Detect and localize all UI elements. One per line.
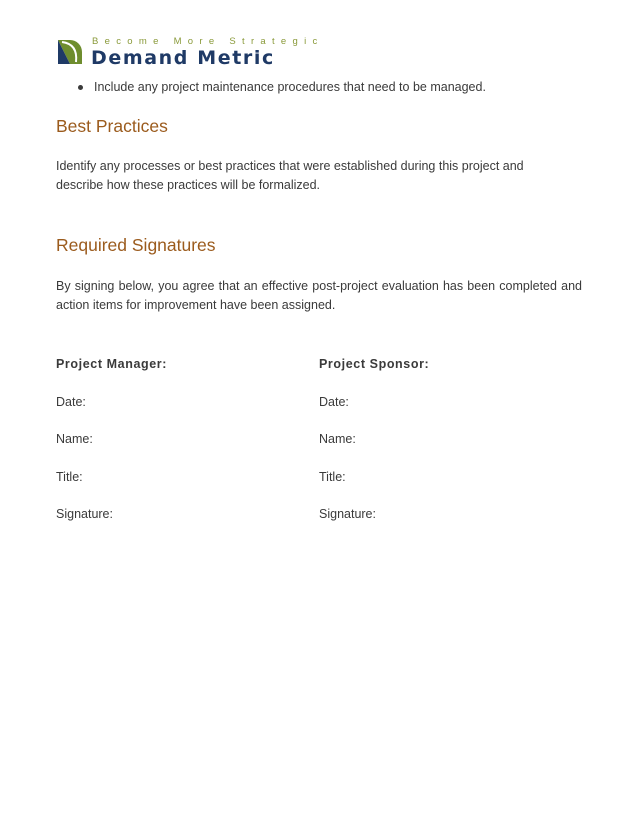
project-manager-signature-label: Signature: xyxy=(56,507,113,521)
project-sponsor-signature-label: Signature: xyxy=(319,507,376,521)
project-manager-name-label: Name: xyxy=(56,432,93,446)
project-sponsor-date-label: Date: xyxy=(319,394,349,409)
list-item xyxy=(56,79,586,96)
bullet-list xyxy=(56,79,586,96)
project-manager-heading: Project Manager: xyxy=(56,357,168,371)
project-sponsor-name-label: Name: xyxy=(319,432,356,446)
best-practices-heading: Best Practices xyxy=(56,116,168,136)
project-manager-title-label: Title: xyxy=(56,469,83,484)
project-sponsor-block xyxy=(319,356,559,523)
project-sponsor-heading: Project Sponsor: xyxy=(319,357,430,371)
best-practices-paragraph: Identify any processes or best practices that were established during this project and describe how these practices will be formalized. xyxy=(56,159,524,192)
project-manager-block xyxy=(56,356,296,523)
logo-brand-name xyxy=(91,47,275,69)
logo-mark-icon xyxy=(56,38,84,66)
list-item-text: Include any project maintenance procedures that need to be managed. xyxy=(94,80,486,94)
bullet-icon xyxy=(78,85,83,90)
required-signatures-heading: Required Signatures xyxy=(56,235,216,255)
project-manager-date-label: Date: xyxy=(56,394,86,409)
logo-tagline: Become More Strategic xyxy=(92,36,324,47)
required-signatures-paragraph: By signing below, you agree that an effective post-project evaluation has been completed and action items for improvement have been assigned. xyxy=(56,279,582,312)
demand-metric-logo xyxy=(56,36,324,70)
project-sponsor-title-label: Title: xyxy=(319,469,346,484)
brand-word-metric: Metric xyxy=(197,47,275,69)
brand-word-demand: Demand xyxy=(91,47,190,69)
